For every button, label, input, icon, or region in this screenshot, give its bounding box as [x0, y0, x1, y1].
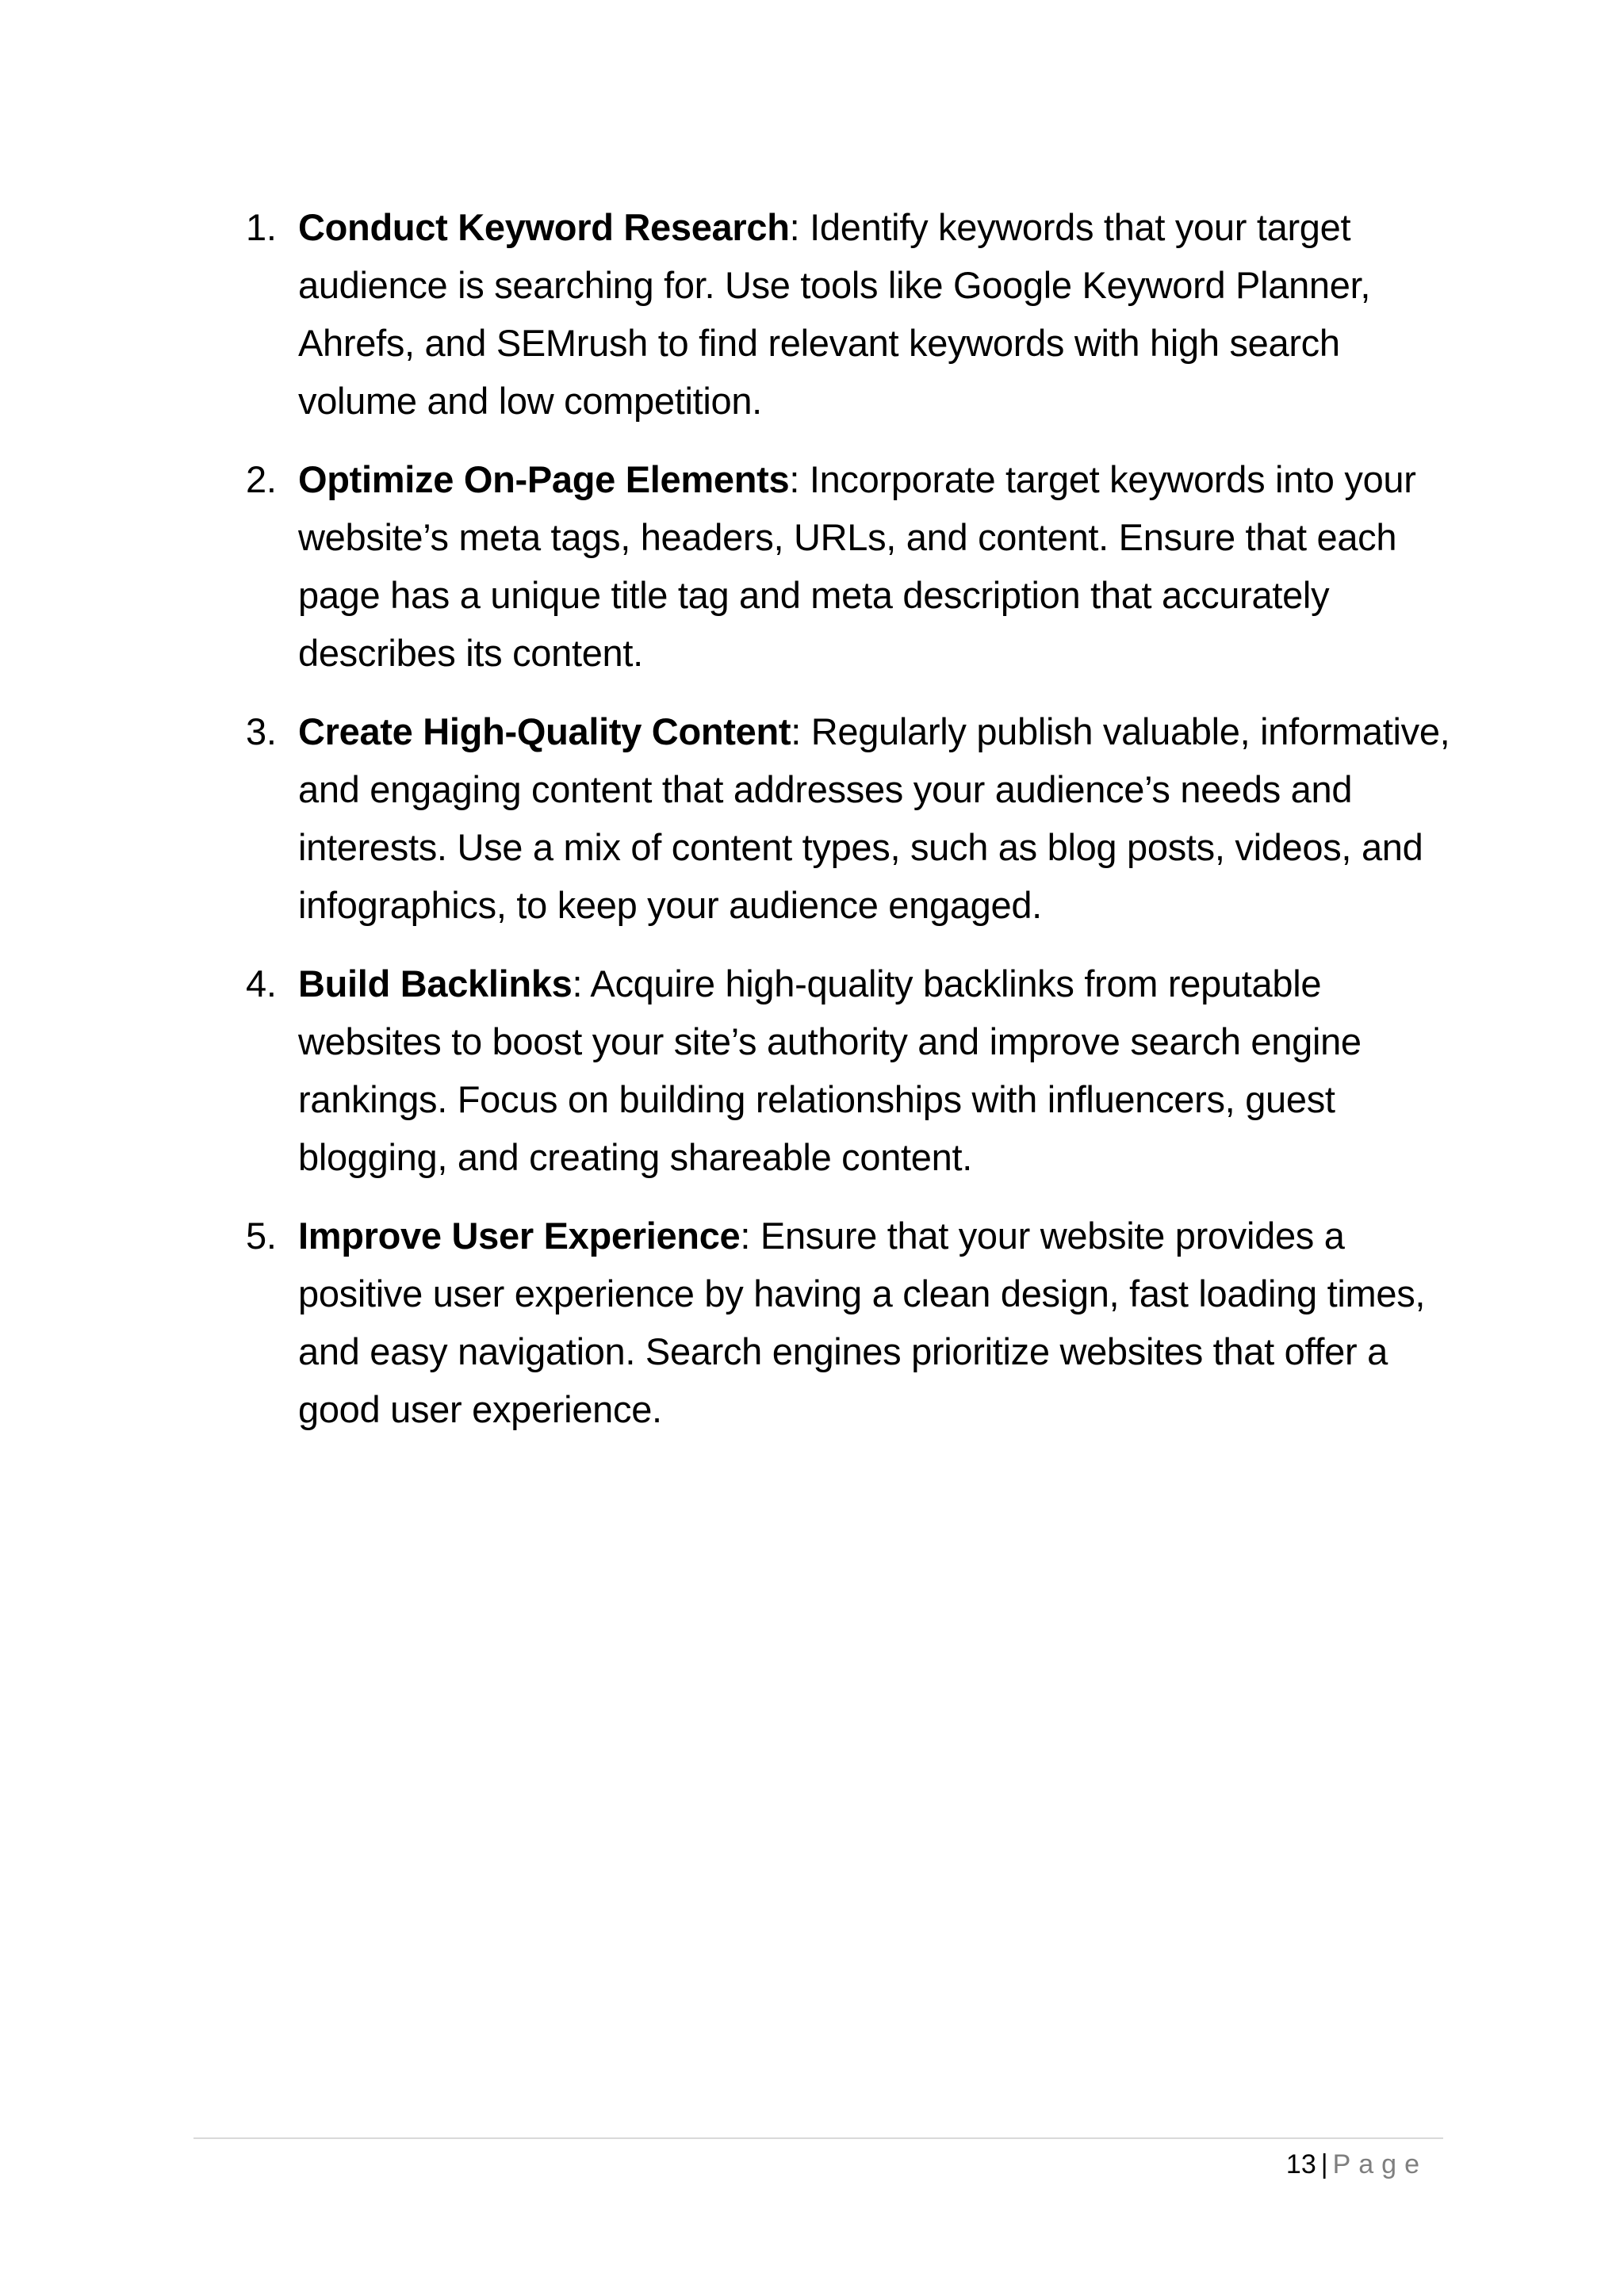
numbered-list: [238, 198, 1459, 1459]
page-number: 13: [1285, 2149, 1316, 2179]
list-item-text: : Incorporate target keywords into your website’s meta tags, headers, URLs, and content. Ensure that each page has a unique title tag and meta description that accurately describes its content.: [298, 458, 1416, 674]
list-item-text: : Identify keywords that your target audience is searching for. Use tools like Google Keyword Planner, Ahrefs, and SEMrush to find relevant keywords with high search volume and low competition.: [298, 206, 1371, 422]
list-item-number: 3.: [246, 710, 277, 752]
page-label: Page: [1332, 2149, 1427, 2179]
list-item: [238, 198, 1459, 430]
footer-separator: |: [1320, 2149, 1328, 2179]
list-item-number: 4.: [246, 962, 277, 1004]
list-item-number: 5.: [246, 1215, 277, 1257]
list-item: [238, 702, 1459, 934]
list-item-text: : Regularly publish valuable, informative, and engaging content that addresses your audience’s needs and interests. Use a mix of content types, such as blog posts, videos, and infographics, to keep your audience engaged.: [298, 710, 1450, 926]
footer-divider: [193, 2137, 1443, 2139]
list-item-title: Conduct Keyword Research: [298, 206, 790, 248]
list-item: [238, 450, 1459, 682]
list-item-number: 1.: [246, 206, 277, 248]
list-item-text: : Ensure that your website provides a positive user experience by having a clean design, fast loading times, and easy navigation. Search engines prioritize websites that offer a good user experience.: [298, 1215, 1426, 1430]
page-footer: [1286, 2147, 1427, 2182]
list-item: [238, 955, 1459, 1186]
list-item-title: Create High-Quality Content: [298, 710, 791, 752]
list-item-title: Optimize On-Page Elements: [298, 458, 790, 500]
list-item-text: : Acquire high-quality backlinks from reputable websites to boost your site’s authority and improve search engine rankings. Focus on building relationships with influencers, guest blogging, and creating shareable content.: [298, 962, 1362, 1178]
list-item-title: Improve User Experience: [298, 1215, 741, 1257]
list-item-title: Build Backlinks: [298, 962, 573, 1004]
list-item: [238, 1207, 1459, 1438]
list-item-number: 2.: [246, 458, 277, 500]
